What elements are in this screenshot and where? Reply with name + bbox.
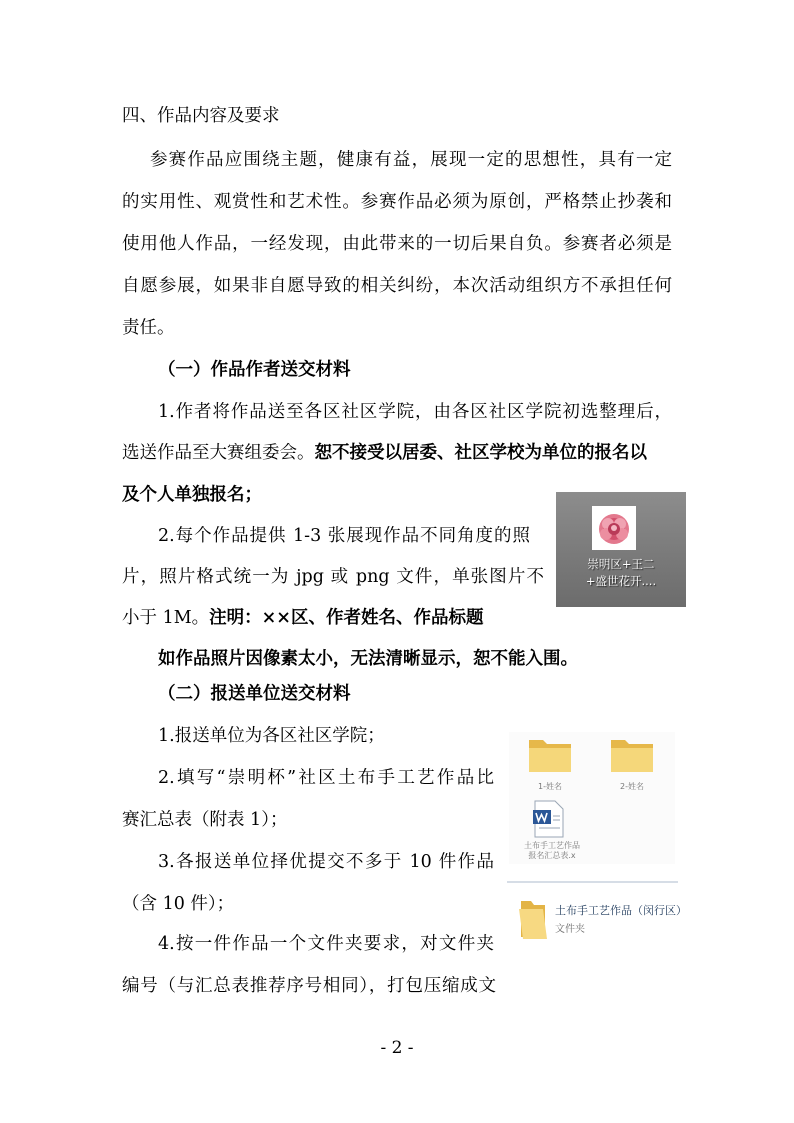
item-line: 赛汇总表（附表 1）； [122, 810, 288, 830]
folder-icon [527, 734, 573, 774]
item-line: 片，照片格式统一为 jpg 或 png 文件，单张图片不 [122, 567, 544, 587]
photo-file-screenshot [556, 492, 686, 607]
document-label: 土布手工艺作品 [524, 841, 580, 850]
folder-list-screenshot [507, 881, 687, 1004]
item-line: 2.每个作品提供 1-3 张展现作品不同角度的照 [158, 526, 530, 546]
file-caption: 崇明区+王二 [587, 557, 655, 571]
word-document-icon [533, 800, 565, 838]
item-line: 4.按一件作品一个文件夹要求，对文件夹 [158, 934, 494, 954]
subsection-heading: （一）作品作者送交材料 [158, 360, 351, 380]
paragraph-line: 使用他人作品，一经发现，由此带来的一切后果自负。参赛者必须是 [122, 234, 672, 254]
section-heading: 四、作品内容及要求 [122, 106, 280, 126]
file-caption: +盛世花开.... [585, 574, 657, 588]
paragraph-line: 参赛作品应围绕主题，健康有益，展现一定的思想性，具有一定 [150, 150, 672, 170]
paragraph-line: 的实用性、观赏性和艺术性。参赛作品必须为原创，严格禁止抄袭和 [122, 192, 672, 212]
item-line: 3.各报送单位择优提交不多于 10 件作品 [158, 852, 494, 872]
item-line: 1.报送单位为各区社区学院； [158, 726, 385, 746]
item-line [122, 441, 674, 465]
folder-type: 文件夹 [555, 924, 585, 935]
subsection-heading: （二）报送单位送交材料 [158, 684, 351, 704]
folder-label: 2-姓名 [620, 782, 644, 791]
flower-image-icon [592, 506, 636, 550]
paragraph-line: 责任。 [122, 318, 175, 338]
item-line [122, 606, 483, 630]
item-text: 小于 1M。 [122, 608, 210, 628]
folder-grid-screenshot [509, 732, 675, 864]
page-number: - 2 - [380, 1038, 414, 1058]
item-text: 选送作品至大赛组委会。 [122, 443, 315, 463]
item-line: 1.作者将作品送至各区社区学院，由各区社区学院初选整理后， [158, 402, 672, 422]
folder-icon [609, 734, 655, 774]
item-line-bold: 及个人单独报名； [122, 485, 262, 505]
folder-icon [517, 897, 549, 941]
document-label: 报名汇总表.x [528, 851, 576, 860]
item-line: 2.填写“崇明杯”社区土布手工艺作品比 [158, 768, 494, 788]
item-text-bold: 注明：××区、作者姓名、作品标题 [209, 608, 484, 628]
item-line: 编号（与汇总表推荐序号相同），打包压缩成文 [122, 976, 496, 996]
folder-name: 土布手工艺作品（闵行区） [555, 904, 687, 917]
item-text-bold: 恕不接受以居委、社区学校为单位的报名以 [314, 443, 647, 463]
paragraph-line: 自愿参展，如果非自愿导致的相关纠纷，本次活动组织方不承担任何 [122, 276, 672, 296]
item-line-bold: 如作品照片因像素太小，无法清晰显示，恕不能入围。 [158, 649, 578, 669]
folder-label: 1-姓名 [538, 782, 562, 791]
item-line: （含 10 件）； [122, 894, 235, 914]
